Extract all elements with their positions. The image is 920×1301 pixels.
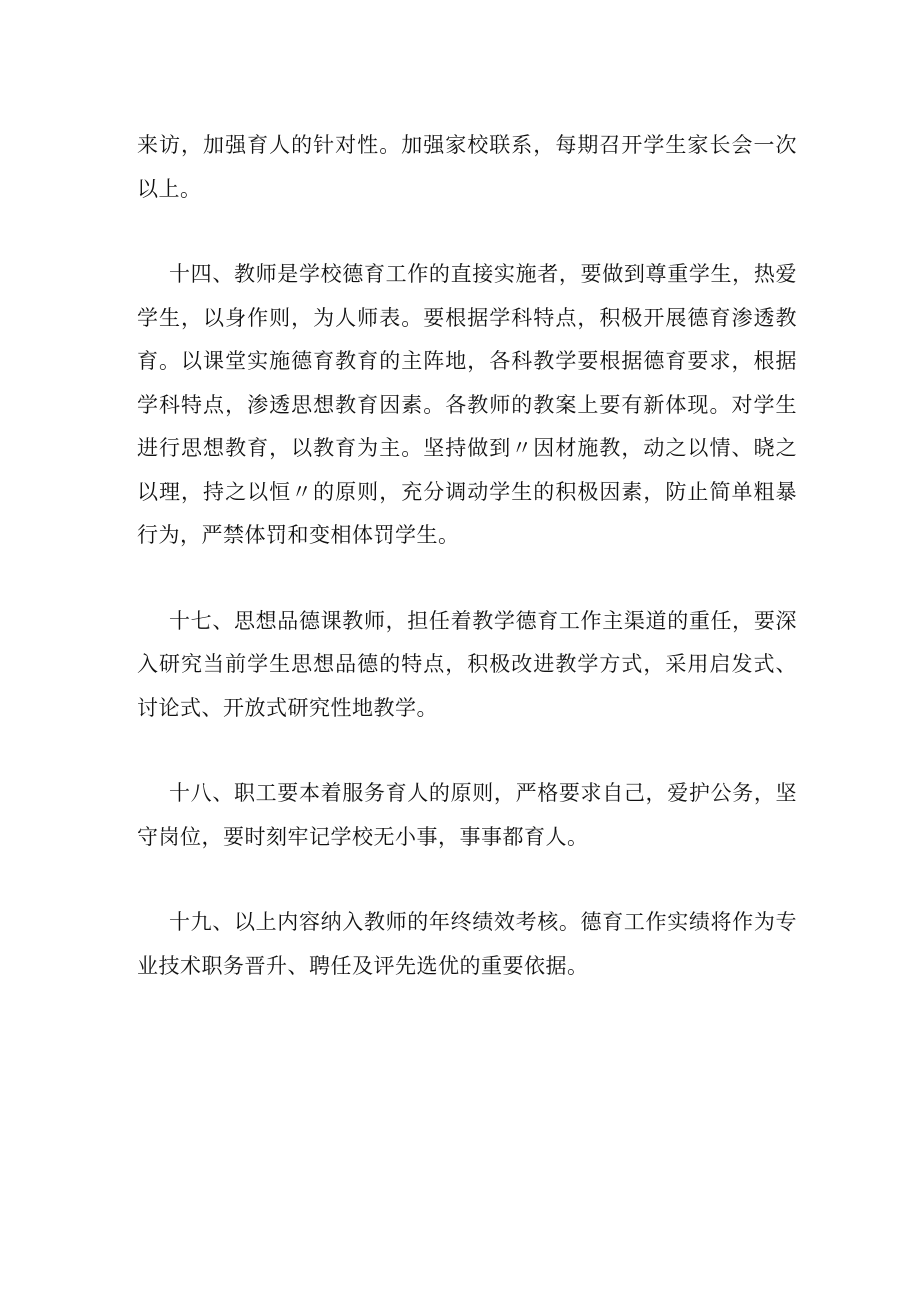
document-page bbox=[137, 124, 797, 988]
paragraph-14: 十四、教师是学校德育工作的直接实施者，要做到尊重学生，热爱学生，以身作则，为人师表。要根据学科特点，积极开展德育渗透教育。以课堂实施德育教育的主阵地，各科教学要根据德育要求，根据学科特点，渗透思想教育因素。各教师的教案上要有新体现。对学生进行思想教育，以教育为主。坚持做到〃因材施教，动之以情、晓之以理，持之以恒〃的原则，充分调动学生的积极因素，防止简单粗暴行为，严禁体罚和变相体罚学生。 bbox=[137, 262, 797, 547]
paragraph-17: 十七、思想品德课教师，担任着教学德育工作主渠道的重任，要深入研究当前学生思想品德的特点，积极改进教学方式，采用启发式、讨论式、开放式研究性地教学。 bbox=[137, 608, 797, 720]
paragraph-18: 十八、职工要本着服务育人的原则，严格要求自己，爱护公务，坚守岗位，要时刻牢记学校无小事，事事都育人。 bbox=[137, 781, 797, 849]
paragraph-19: 十九、以上内容纳入教师的年终绩效考核。德育工作实绩将作为专业技术职务晋升、聘任及评先选优的重要依据。 bbox=[137, 910, 797, 978]
paragraph-continuation: 来访，加强育人的针对性。加强家校联系，每期召开学生家长会一次以上。 bbox=[137, 133, 797, 201]
